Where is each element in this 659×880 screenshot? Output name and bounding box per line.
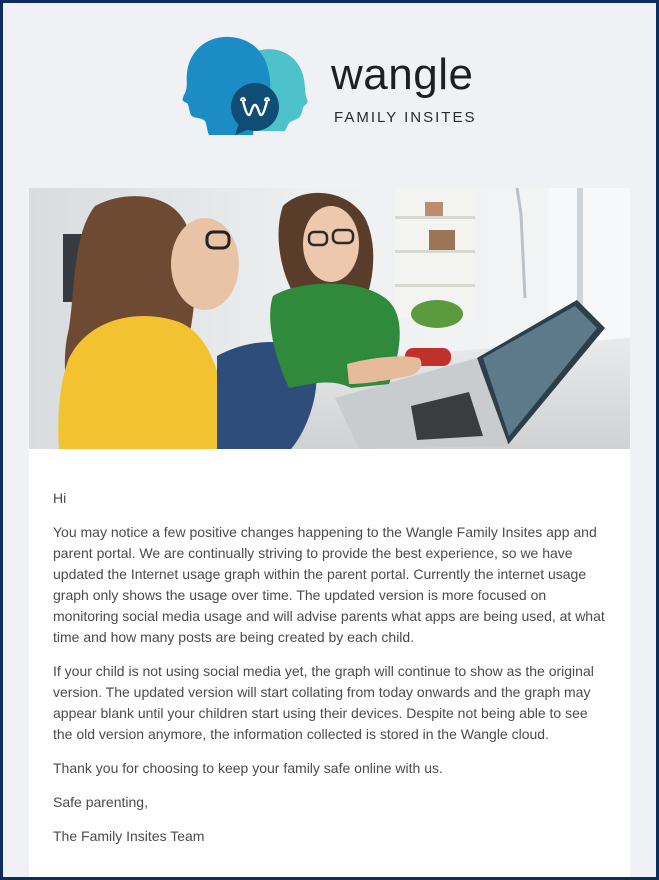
email-content-card (29, 188, 630, 880)
hero-photo (29, 188, 630, 449)
paragraph-1: You may notice a few positive changes happening to the Wangle Family Insites app and parent portal. We are continually striving to provide the best experience, so we have updated the Internet usage graph within the parent portal. Currently the internet usage graph only shows the usage over time. The updated version is more focused on monitoring social media usage and will advise parents what apps are being used, at what time and how many posts are being created by each child. (53, 524, 605, 645)
greeting: Hi (53, 490, 67, 506)
photo-icon (29, 188, 630, 449)
brand-name: wangle (331, 50, 474, 99)
wangle-logo-icon (179, 35, 311, 139)
closing: Safe parenting, (53, 794, 148, 810)
paragraph-2: If your child is not using social media yet, the graph will continue to show as the original version. The updated version will start collating from today onwards and the graph may appear blank until your children start using their devices. Despite not being able to see the old version anymore, the information collected is stored in the Wangle cloud. (53, 663, 594, 742)
paragraph-3: Thank you for choosing to keep your family safe online with us. (53, 760, 443, 776)
signature: The Family Insites Team (53, 828, 205, 844)
email-body (53, 488, 609, 860)
brand-tagline: FAMILY INSITES (334, 109, 477, 126)
logo-header (3, 3, 656, 189)
